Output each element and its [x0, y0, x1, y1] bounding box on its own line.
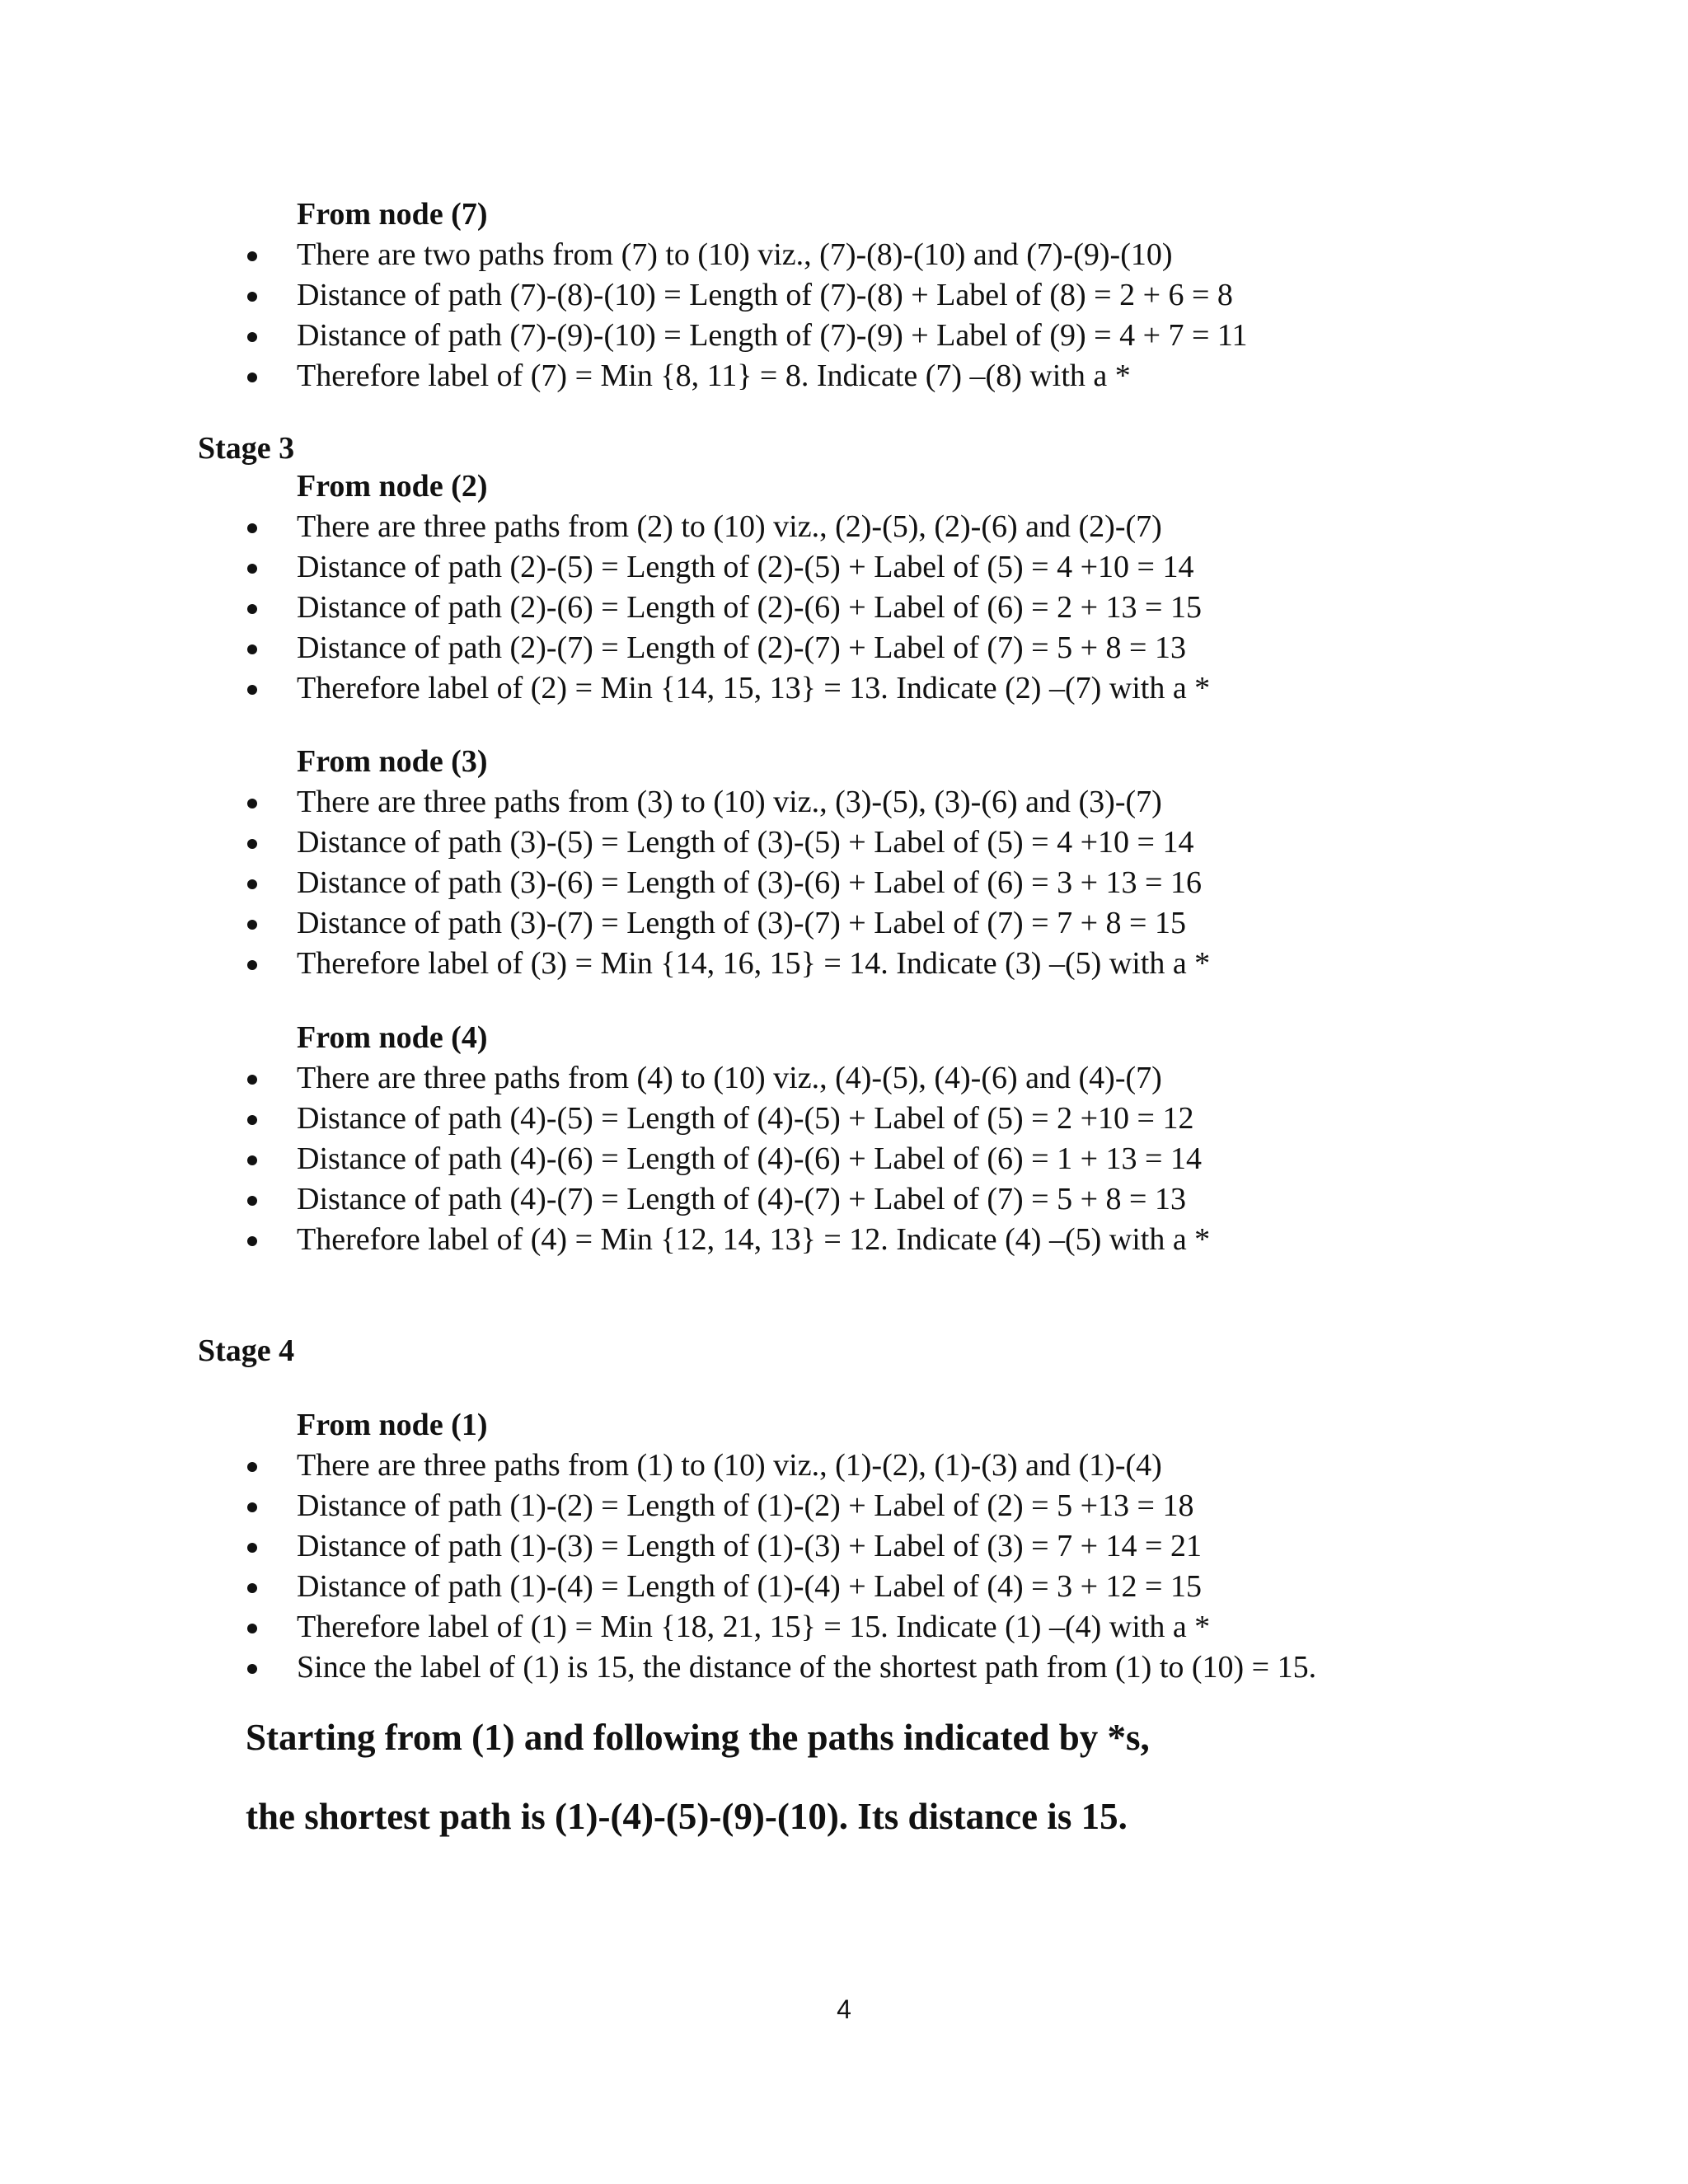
bullet-icon	[247, 1543, 257, 1553]
bullet-icon	[247, 1462, 257, 1472]
page-number: 4	[837, 1994, 851, 2024]
bullet-icon	[247, 604, 257, 614]
bullet-icon	[247, 1624, 257, 1633]
bullet-icon	[247, 839, 257, 849]
bullet-icon	[247, 799, 257, 808]
bullet-icon	[247, 564, 257, 574]
bullet-icon	[247, 1196, 257, 1206]
bullet-icon	[247, 1155, 257, 1165]
bullet-icon	[247, 251, 257, 261]
node2-heading: From node (2)	[297, 469, 488, 504]
bullet-icon	[247, 1075, 257, 1085]
bullet-icon	[247, 1236, 257, 1246]
stage3-heading: Stage 3	[198, 431, 295, 466]
bullet-icon	[247, 523, 257, 533]
node7-heading: From node (7)	[297, 197, 488, 232]
node1-heading: From node (1)	[297, 1408, 488, 1442]
bullet-icon	[247, 373, 257, 382]
bullet-icon	[247, 920, 257, 930]
conclusion-line-1: Starting from (1) and following the paths indicated by *s,	[246, 1717, 1150, 1758]
bullet-icon	[247, 1115, 257, 1125]
stage4-heading: Stage 4	[198, 1333, 295, 1368]
document-page: From node (7) There are two paths from (7) to (10) viz., (7)-(8)-(10) and (7)-(9)-(10) Distance of path (7)-(8)-(10) = Length of (7)-(8) + Label of (8) = 2 + 6 = 8 Distance of path (7)-(9)-(10) = Length of (7)-(9) + Label of (9) = 4 + 7 = 11 Therefore label of (7) = Min {8, 11} = 8. Indicate (7) –(8) with a * Stage 3 From node (2) There are three paths from (2) to (10) viz., (2)-(5), (2)-(6) and (2)-(7) Distance of path (2)-(5) = Length of (2)-(5) + Label of (5) = 4 +10 = 14 Distance of path (2)-(6) = Length of (2)-(6) + Label of (6) = 2 + 13 = 15 Distance of path (2)-(7) = Length of (2)-(7) + Label of (7) = 5 + 8 = 13 Therefore label of (2) = Min {14, 15, 13} = 13. Indicate (2) –(7) with a * From node (3) There are three paths from (3) to (10) viz., (3)-(5), (3)-(6) and (3)-(7) Distance of path (3)-(5) = Length of (3)-(5) + Label of (5) = 4 +10 = 14 Distance of path (3)-(6) = Length of (3)-(6) + Label of (6) = 3 + 13 = 16 Distance of path (3)-(7) = Length of (3)-(7) + Label of (7) = 7 + 8 = 15 Therefore label of (3) = Min {14, 16, 15} = 14. Indicate (3) –(5) with a * From node (4) There are three paths from (4) to (10) viz., (4)-(5), (4)-(6) and (4)-(7) Distance of path (4)-(5) = Length of (4)-(5) + Label of (5) = 2 +10 = 12 Distance of path (4)-(6) = Length of (4)-(6) + Label of (6) = 1 + 13 = 14 Distance of path (4)-(7) = Length of (4)-(7) + Label of (7) = 5 + 8 = 13 Therefore label of (4) = Min {12, 14, 13} = 12. Indicate (4) –(5) with a * Stage 4 From node (1) There are three paths from (1) to (10) viz., (1)-(2), (1)-(3) and (1)-(4) Distance of path (1)-(2) = Length of (1)-(2) + Label of (2) = 5 +13 = 18 Distance of path (1)-(3) = Length of (1)-(3) + Label of (3) = 7 + 14 = 21 Distance of path (1)-(4) = Length of (1)-(4) + Label of (4) = 3 + 12 = 15 Therefore label of (1) = Min {18, 21, 15} = 15. Indicate (1) –(4) with a * Since the label of (1) is 15, the distance of the shortest path from (1) to (10) = 15. Starting from (1) and following the paths indicated by *s, the shortest path is (1)-(4)-(5)-(9)-(10). Its distance is 15. 4	[0, 0, 1688, 2184]
bullet-icon	[247, 879, 257, 889]
bullet-icon	[247, 1583, 257, 1593]
conclusion-line-2: the shortest path is (1)-(4)-(5)-(9)-(10). Its distance is 15.	[246, 1796, 1128, 1837]
bullet-icon	[247, 1664, 257, 1674]
bullet-icon	[247, 685, 257, 695]
bullet-icon	[247, 960, 257, 970]
node3-heading: From node (3)	[297, 744, 488, 779]
bullet-icon	[247, 332, 257, 342]
bullet-icon	[247, 644, 257, 654]
node4-heading: From node (4)	[297, 1020, 488, 1055]
bullet-icon	[247, 292, 257, 302]
bullet-icon	[247, 1502, 257, 1512]
